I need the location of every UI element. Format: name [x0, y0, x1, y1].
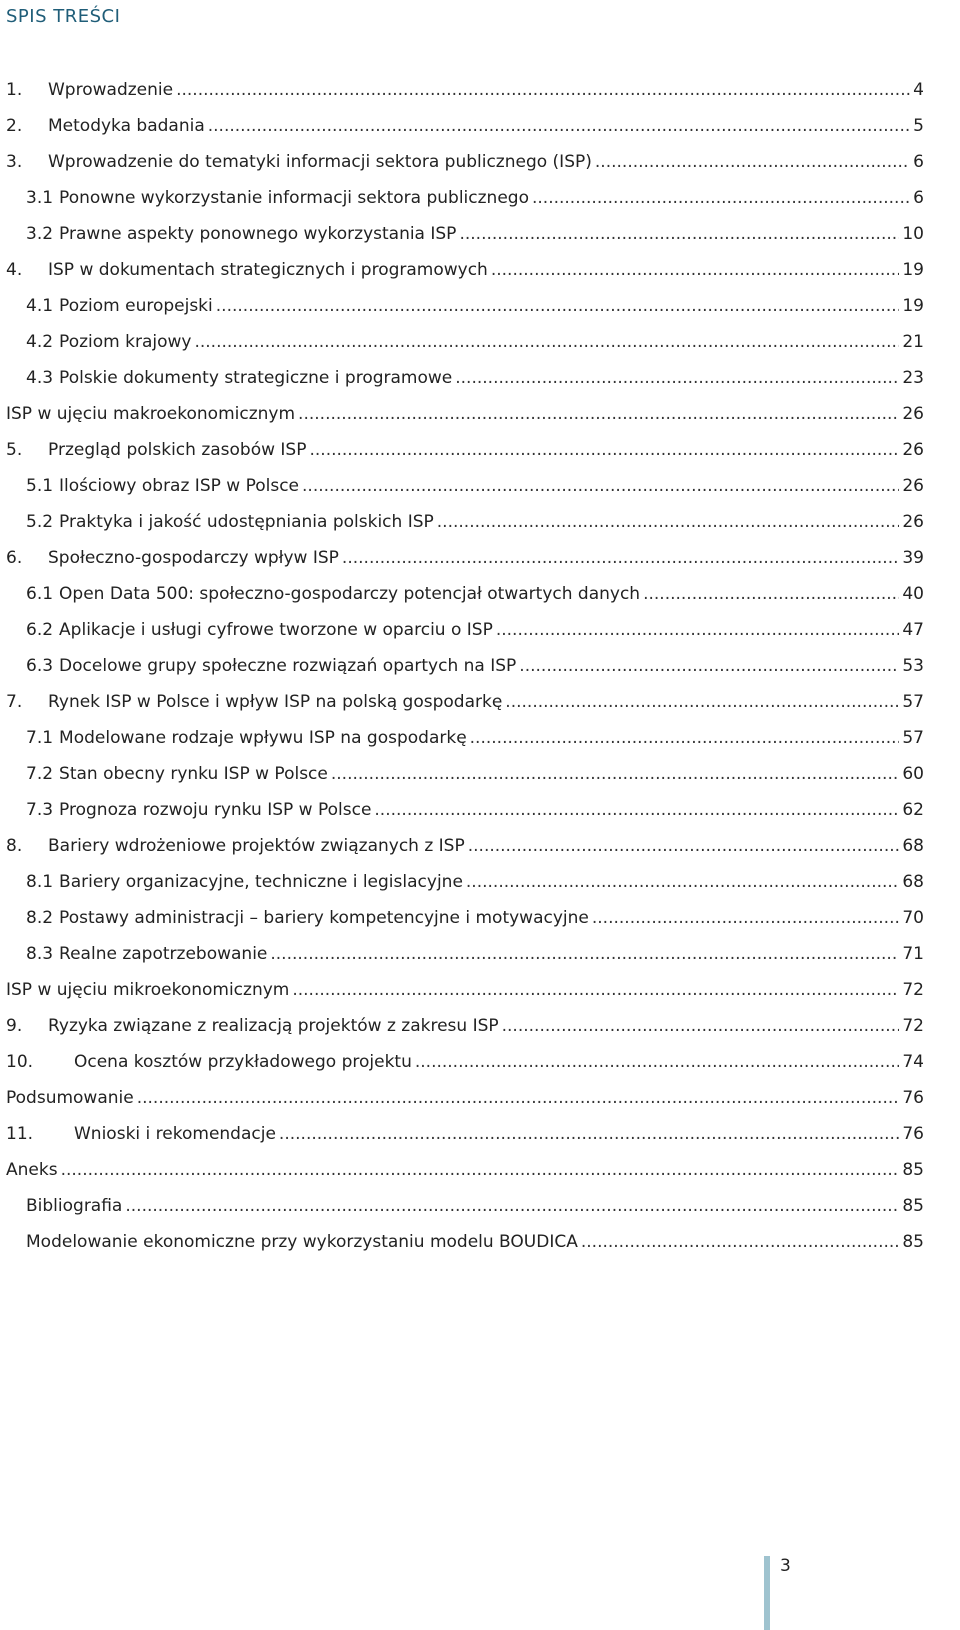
toc-entry-page: 62	[902, 800, 924, 820]
toc-entry-number: 8.1	[26, 872, 54, 892]
toc-entry[interactable]	[0, 180, 960, 216]
toc-dot-leader	[505, 684, 899, 720]
toc-entry-page: 26	[902, 476, 924, 496]
toc-dot-leader	[595, 144, 910, 180]
toc-entry-number: 11.	[6, 1124, 34, 1144]
toc-entry[interactable]	[0, 648, 960, 684]
toc-entry-page: 26	[902, 440, 924, 460]
toc-entry-page: 6	[913, 152, 924, 172]
toc-entry[interactable]	[0, 972, 960, 1008]
toc-entry-page: 71	[902, 944, 924, 964]
toc-entry-number: 7.	[6, 692, 23, 712]
toc-entry-number: 5.2	[26, 512, 54, 532]
toc-entry-line	[0, 1044, 924, 1080]
toc-entry-line	[0, 216, 924, 252]
toc-entry-line	[0, 828, 924, 864]
toc-entry-number: 2.	[6, 116, 23, 136]
toc-entry-title: Aplikacje i usługi cyfrowe tworzone w oparciu o ISP	[59, 620, 493, 640]
toc-entry-page: 74	[902, 1052, 924, 1072]
toc-entry-title: Wnioski i rekomendacje	[74, 1124, 276, 1144]
toc-entry-page: 70	[902, 908, 924, 928]
toc-entry-title: Bariery organizacyjne, techniczne i legislacyjne	[59, 872, 463, 892]
toc-entry-line	[0, 648, 924, 684]
toc-dot-leader	[581, 1224, 900, 1260]
toc-dot-leader	[455, 360, 899, 396]
toc-entry[interactable]	[0, 540, 960, 576]
toc-entry-title: Aneks	[6, 1160, 58, 1180]
toc-entry-line	[0, 540, 924, 576]
toc-entry-title: Praktyka i jakość udostępniania polskich ISP	[59, 512, 434, 532]
toc-entry[interactable]	[0, 1152, 960, 1188]
toc-dot-leader	[468, 828, 900, 864]
toc-entry-number: 6.1	[26, 584, 54, 604]
toc-entry-page: 60	[902, 764, 924, 784]
toc-dot-leader	[592, 900, 899, 936]
toc-entry-number: 9.	[6, 1016, 23, 1036]
toc-entry-line	[0, 324, 924, 360]
toc-dot-leader	[302, 468, 899, 504]
toc-entry-number: 6.2	[26, 620, 54, 640]
toc-dot-leader	[496, 612, 900, 648]
toc-entry-number: 8.2	[26, 908, 54, 928]
toc-entry-line	[0, 396, 924, 432]
toc-entry-title: Open Data 500: społeczno-gospodarczy potencjał otwartych danych	[59, 584, 641, 604]
toc-entry[interactable]	[0, 1044, 960, 1080]
toc-entry-line	[0, 468, 924, 504]
toc-entry-page: 5	[913, 116, 924, 136]
toc-entry-title: Modelowanie ekonomiczne przy wykorzystaniu modelu BOUDICA	[26, 1232, 578, 1252]
toc-entry-page: 76	[902, 1124, 924, 1144]
toc-entry-number: 4.1	[26, 296, 54, 316]
toc-entry-number: 8.	[6, 836, 23, 856]
toc-entry-page: 47	[902, 620, 924, 640]
toc-dot-leader	[437, 504, 900, 540]
toc-entry-title: Społeczno-gospodarczy wpływ ISP	[48, 548, 339, 568]
toc-entry[interactable]	[0, 756, 960, 792]
toc-heading: SPIS TREŚCI	[6, 6, 121, 27]
toc-dot-leader	[519, 648, 899, 684]
toc-entry-page: 85	[902, 1196, 924, 1216]
toc-dot-leader	[61, 1152, 900, 1188]
toc-entry-title: ISP w ujęciu mikroekonomicznym	[6, 980, 290, 1000]
toc-entry-line	[0, 612, 924, 648]
toc-entry-line	[0, 144, 924, 180]
toc-entry[interactable]	[0, 864, 960, 900]
toc-entry-page: 76	[902, 1088, 924, 1108]
toc-entry-page: 72	[902, 980, 924, 1000]
toc-entry-title: Poziom europejski	[59, 296, 213, 316]
toc-entry-number: 10.	[6, 1052, 34, 1072]
toc-entry-page: 4	[913, 80, 924, 100]
toc-entry-line	[0, 972, 924, 1008]
toc-entry-title: Ilościowy obraz ISP w Polsce	[59, 476, 300, 496]
toc-dot-leader	[491, 252, 900, 288]
toc-entry[interactable]	[0, 108, 960, 144]
toc-entry-line	[0, 792, 924, 828]
toc-entry[interactable]	[0, 432, 960, 468]
toc-entry-page: 26	[902, 404, 924, 424]
toc-entry-number: 7.3	[26, 800, 54, 820]
toc-entry-title: Wprowadzenie	[48, 80, 174, 100]
toc-entry-page: 57	[902, 692, 924, 712]
toc-entry-title: Rynek ISP w Polsce i wpływ ISP na polską gospodarkę	[48, 692, 503, 712]
toc-dot-leader	[309, 432, 899, 468]
toc-dot-leader	[279, 1116, 899, 1152]
toc-entry-title: Ocena kosztów przykładowego projektu	[74, 1052, 412, 1072]
toc-entry[interactable]	[0, 396, 960, 432]
toc-entry-page: 39	[902, 548, 924, 568]
toc-entry-number: 3.2	[26, 224, 54, 244]
toc-entry[interactable]	[0, 612, 960, 648]
toc-entry[interactable]	[0, 288, 960, 324]
toc-entry-line	[0, 1224, 924, 1260]
toc-dot-leader	[415, 1044, 900, 1080]
toc-entry-number: 4.	[6, 260, 23, 280]
toc-entry-title: Postawy administracji – bariery kompetencyjne i motywacyjne	[59, 908, 589, 928]
toc-entry-page: 57	[902, 728, 924, 748]
toc-dot-leader	[342, 540, 899, 576]
toc-dot-leader	[125, 1188, 899, 1224]
toc-entry-line	[0, 288, 924, 324]
toc-entry-number: 6.	[6, 548, 23, 568]
toc-entry-page: 21	[902, 332, 924, 352]
toc-entry-line	[0, 108, 924, 144]
toc-entry[interactable]	[0, 1188, 960, 1224]
toc-entry-title: Przegląd polskich zasobów ISP	[48, 440, 307, 460]
toc-entry-line	[0, 1188, 924, 1224]
toc-entry-number: 5.1	[26, 476, 54, 496]
toc-entry[interactable]	[0, 72, 960, 108]
toc-dot-leader	[137, 1080, 900, 1116]
toc-entry-title: Poziom krajowy	[59, 332, 192, 352]
toc-entry-line	[0, 684, 924, 720]
toc-entry-title: Ryzyka związane z realizacją projektów z zakresu ISP	[48, 1016, 499, 1036]
toc-entry[interactable]	[0, 504, 960, 540]
toc-dot-leader	[502, 1008, 900, 1044]
toc-entry[interactable]	[0, 936, 960, 972]
toc-entry-number: 1.	[6, 80, 23, 100]
toc-dot-leader	[470, 720, 900, 756]
toc-entry-line	[0, 252, 924, 288]
toc-entry-page: 40	[902, 584, 924, 604]
toc-dot-leader	[176, 72, 910, 108]
footer-accent-bar	[764, 1556, 770, 1630]
toc-entry[interactable]	[0, 828, 960, 864]
toc-entry-page: 72	[902, 1016, 924, 1036]
toc-dot-leader	[292, 972, 899, 1008]
toc-list	[0, 72, 960, 1260]
toc-entry-page: 85	[902, 1232, 924, 1252]
toc-entry-title: Ponowne wykorzystanie informacji sektora publicznego	[59, 188, 529, 208]
toc-entry-title: Bibliografia	[26, 1196, 123, 1216]
toc-entry-number: 4.3	[26, 368, 54, 388]
toc-entry-page: 68	[902, 836, 924, 856]
toc-entry[interactable]	[0, 324, 960, 360]
toc-entry-line	[0, 1008, 924, 1044]
toc-entry[interactable]	[0, 1224, 960, 1260]
toc-entry-line	[0, 1080, 924, 1116]
toc-entry[interactable]	[0, 216, 960, 252]
toc-entry-title: Wprowadzenie do tematyki informacji sektora publicznego (ISP)	[48, 152, 592, 172]
toc-entry[interactable]	[0, 684, 960, 720]
toc-entry-line	[0, 756, 924, 792]
toc-entry[interactable]	[0, 1116, 960, 1152]
toc-entry-line	[0, 576, 924, 612]
toc-entry-number: 4.2	[26, 332, 54, 352]
toc-entry[interactable]	[0, 720, 960, 756]
toc-entry-line	[0, 432, 924, 468]
toc-entry-page: 10	[902, 224, 924, 244]
toc-entry-number: 3.	[6, 152, 23, 172]
toc-entry-line	[0, 504, 924, 540]
footer-page-number: 3	[780, 1556, 791, 1576]
toc-entry-number: 3.1	[26, 188, 54, 208]
toc-entry-title: Stan obecny rynku ISP w Polsce	[59, 764, 328, 784]
toc-entry-title: Bariery wdrożeniowe projektów związanych z ISP	[48, 836, 465, 856]
toc-entry-line	[0, 900, 924, 936]
toc-entry-line	[0, 1152, 924, 1188]
toc-entry-title: Realne zapotrzebowanie	[59, 944, 268, 964]
toc-entry-line	[0, 180, 924, 216]
toc-entry-page: 26	[902, 512, 924, 532]
toc-entry-line	[0, 864, 924, 900]
toc-entry-title: ISP w dokumentach strategicznych i programowych	[48, 260, 488, 280]
toc-entry-line	[0, 936, 924, 972]
toc-entry-number: 6.3	[26, 656, 54, 676]
toc-entry-line	[0, 72, 924, 108]
toc-entry-number: 7.1	[26, 728, 54, 748]
toc-entry[interactable]	[0, 1080, 960, 1116]
toc-entry-page: 23	[902, 368, 924, 388]
toc-dot-leader	[216, 288, 900, 324]
toc-dot-leader	[374, 792, 899, 828]
toc-entry-line	[0, 1116, 924, 1152]
toc-entry-page: 68	[902, 872, 924, 892]
toc-entry-number: 8.3	[26, 944, 54, 964]
toc-entry[interactable]	[0, 144, 960, 180]
toc-entry-number: 5.	[6, 440, 23, 460]
toc-dot-leader	[643, 576, 899, 612]
toc-entry-page: 19	[902, 296, 924, 316]
toc-dot-leader	[532, 180, 910, 216]
toc-dot-leader	[208, 108, 910, 144]
toc-entry-title: Modelowane rodzaje wpływu ISP na gospodarkę	[59, 728, 467, 748]
toc-entry-title: Prawne aspekty ponownego wykorzystania ISP	[59, 224, 457, 244]
toc-entry[interactable]	[0, 1008, 960, 1044]
toc-entry[interactable]	[0, 252, 960, 288]
toc-entry-line	[0, 720, 924, 756]
toc-dot-leader	[331, 756, 900, 792]
toc-entry-page: 85	[902, 1160, 924, 1180]
toc-entry-title: Podsumowanie	[6, 1088, 134, 1108]
toc-entry-page: 6	[913, 188, 924, 208]
toc-entry-title: Metodyka badania	[48, 116, 205, 136]
toc-entry[interactable]	[0, 468, 960, 504]
toc-entry-page: 53	[902, 656, 924, 676]
toc-dot-leader	[298, 396, 899, 432]
toc-entry[interactable]	[0, 360, 960, 396]
toc-dot-leader	[270, 936, 899, 972]
toc-entry-line	[0, 360, 924, 396]
toc-entry-title: Polskie dokumenty strategiczne i programowe	[59, 368, 453, 388]
toc-entry-title: ISP w ujęciu makroekonomicznym	[6, 404, 296, 424]
toc-dot-leader	[459, 216, 899, 252]
toc-entry-title: Prognoza rozwoju rynku ISP w Polsce	[59, 800, 372, 820]
toc-entry[interactable]	[0, 900, 960, 936]
toc-entry-page: 19	[902, 260, 924, 280]
toc-entry[interactable]	[0, 792, 960, 828]
toc-dot-leader	[194, 324, 899, 360]
toc-entry[interactable]	[0, 576, 960, 612]
toc-entry-number: 7.2	[26, 764, 54, 784]
toc-dot-leader	[466, 864, 899, 900]
toc-entry-title: Docelowe grupy społeczne rozwiązań opartych na ISP	[59, 656, 517, 676]
